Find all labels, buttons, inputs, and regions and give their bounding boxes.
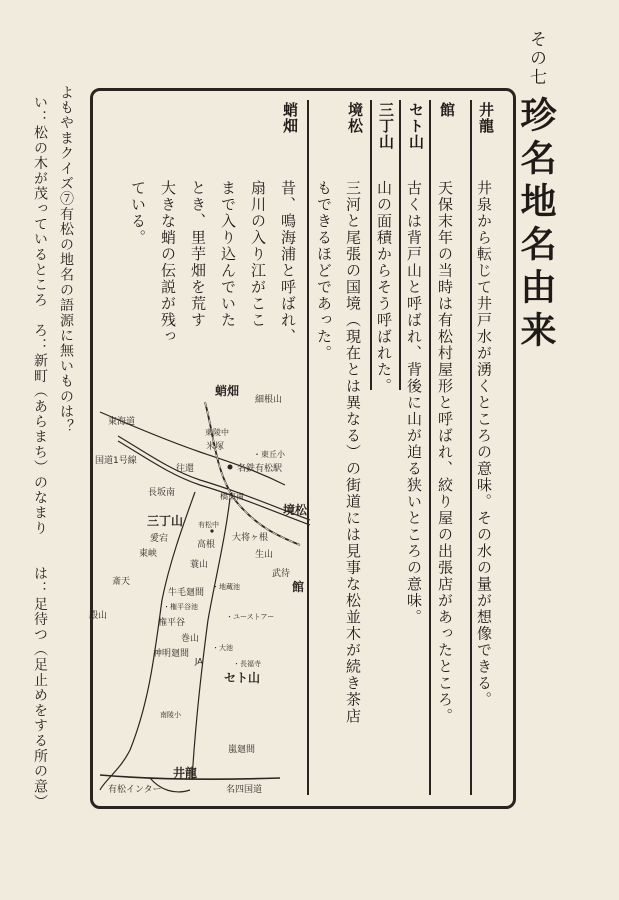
map-label: ・東丘小 [253,450,285,459]
school-marker [210,529,213,532]
entry-text-takohata-6: ている。 [129,180,147,246]
map-label: 国道1号線 [95,456,137,466]
map-label: 東峡 [139,549,158,559]
entry-text-sakaimatsu-cont: もできるほどであった。 [315,180,333,362]
map-label: 名四国道 [226,785,263,795]
entry-text-takohata-2: 扇川の入り江がここ [249,180,267,329]
quiz-question: よもやまクイズ⑦有松の地名の語源に無いものは？ [58,85,74,435]
station-marker [228,465,233,470]
map-label: 長坂南 [148,488,176,498]
entry-text-sanchoyama: 山の面積からそう呼ばれた。 [375,180,393,395]
map-label: 高根 [197,540,216,550]
map-label: 有松中 [198,521,219,529]
entry-text-takohata-4: とき、里芋畑を荒す [189,180,207,329]
map-label: 細根山 [255,395,283,405]
map-label: 館 [292,580,305,594]
map-label: 愛宕 [150,534,169,544]
entry-text-iryu: 井泉から転じて井戸水が湧くところの意味。その水の量が想像できる。 [475,180,493,708]
page-title: 珍名地名由来 [515,96,556,354]
map-label: 武待 [272,569,291,579]
map-label: 橋東南 [220,492,244,501]
map-label: 蓑山 [190,560,209,570]
map-label: 神明廻間 [153,649,190,659]
map-label: 井龍 [173,766,198,780]
map-label: 巻山 [181,634,200,644]
map-label: ・地蔵池 [212,583,240,591]
entry-label-setoyama: セト山 [407,102,425,150]
map-label: 東海道 [108,417,136,427]
map-label: ・権平谷池 [163,603,198,611]
map-label: 殿山 [89,611,108,621]
map-label: 米塚 [206,442,225,452]
map-label: 三丁山 [147,514,184,528]
map-label: ・大池 [212,644,233,652]
entry-text-setoyama: 古くは背戸山と呼ばれ、背後に山が迫る狭いところの意味。 [405,180,423,626]
entry-label-tachi: 館 [438,102,456,118]
map-label: 大将ヶ根 [232,533,269,543]
entry-text-takohata-5: 大きな蛸の伝説が残っ [159,180,177,345]
quiz-answers: い：松の木が茂っているところ ろ：新町（あらまち）のなまり は：足待つ（足止めをする所の意） [32,95,48,810]
map-label: ・ユーストアー [226,613,275,621]
map-label: 名鉄有松駅 [237,464,283,474]
series-label: その七 [526,30,546,87]
entry-label-iryu: 井龍 [477,102,495,134]
map-label: 権平谷 [158,618,186,628]
entry-text-tachi: 天保末年の当時は有松村屋形と呼ばれ、絞り屋の出張店があったところ。 [436,180,454,725]
entry-text-takohata-3: まで入り込んでいた [219,180,237,329]
entry-text-takohata-1: 昔、鳴海浦と呼ばれ、 [279,180,297,345]
map-label: 境松 [283,503,308,517]
map-label: 東陵中 [205,428,229,437]
map-label: 斎天 [112,577,131,587]
entry-label-sakaimatsu: 境松 [346,102,364,134]
map-label: 有松インター [108,785,162,795]
entry-label-takohata: 蛸畑 [281,102,299,134]
map-label: 南陵小 [160,711,181,719]
map-label: ・長福寺 [233,660,261,668]
map-label: セト山 [224,671,261,685]
entry-text-sakaimatsu: 三河と尾張の国境（現在とは異なる）の街道には見事な松並木が続き茶店 [344,180,362,725]
map-label: 嵐廻間 [228,745,256,755]
map-label: 牛毛廻間 [168,588,205,598]
map-label: JA [195,657,203,666]
map-label: 往還 [176,464,195,474]
map-label: 蛸畑 [215,384,240,398]
entry-label-sanchoyama: 三丁山 [377,102,395,150]
map-label: 生山 [255,550,274,560]
